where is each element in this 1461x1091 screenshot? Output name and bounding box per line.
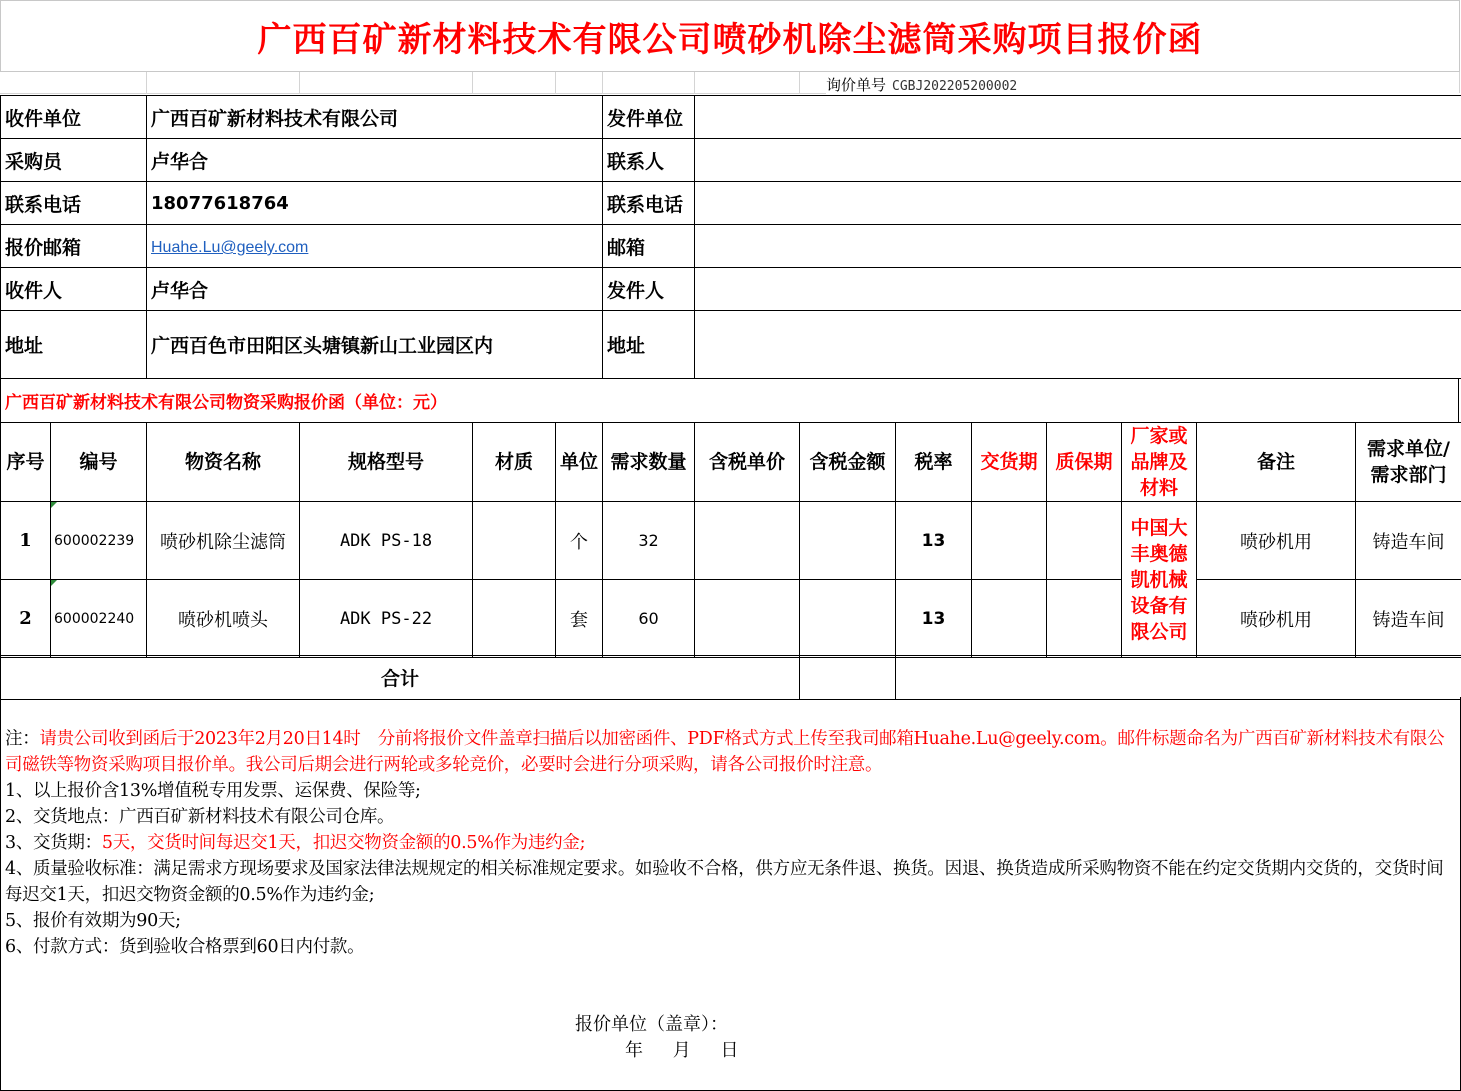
note-item: 1、以上报价含13%增值税专用发票、运保费、保险等; <box>5 781 421 801</box>
cell-spec[interactable]: ADK PS-18 <box>300 502 473 580</box>
total-row <box>1 656 1461 700</box>
email-link[interactable]: Huahe.Lu@geely.com <box>151 239 309 256</box>
info-value[interactable]: 广西百矿新材料技术有限公司 <box>147 96 603 139</box>
table-row <box>1 502 1461 580</box>
info-label: 采购员 <box>1 139 147 182</box>
phone-value[interactable]: 18077618764 <box>147 182 603 225</box>
info-label: 联系人 <box>603 139 695 182</box>
cell-no: 1 <box>1 502 51 580</box>
cell-qty[interactable]: 32 <box>603 502 695 580</box>
signature-label: 报价单位（盖章）： <box>575 1014 728 1035</box>
grid-line <box>799 72 800 93</box>
info-row <box>1 311 1461 379</box>
signature-date: 年 月 日 <box>625 1040 739 1061</box>
info-label: 联系电话 <box>603 182 695 225</box>
contact-info-table <box>0 95 1461 379</box>
cell-qty[interactable]: 60 <box>603 580 695 658</box>
grid-line <box>1459 72 1460 93</box>
note-item: 6、付款方式：货到验收合格票到60日内付款。 <box>5 937 365 957</box>
column-header: 含税金额 <box>800 423 896 502</box>
grid-line <box>555 72 556 93</box>
grid-line <box>299 72 300 93</box>
cell-maker[interactable]: 中国大丰奥德凯机械设备有限公司 <box>1122 502 1197 658</box>
column-header: 质保期 <box>1047 423 1122 502</box>
total-label: 合计 <box>1 656 800 700</box>
info-label: 报价邮箱 <box>1 225 147 268</box>
column-header: 需求数量 <box>603 423 695 502</box>
total-blank <box>896 656 1461 700</box>
cell-tax[interactable]: 13 <box>896 502 972 580</box>
cell-code[interactable]: 600002240 <box>51 580 147 658</box>
email-cell[interactable] <box>147 225 603 268</box>
page-title: 广西百矿新材料技术有限公司喷砂机除尘滤筒采购项目报价函 <box>0 0 1460 72</box>
cell-name[interactable]: 喷砂机喷头 <box>147 580 300 658</box>
cell-warranty[interactable] <box>1047 580 1122 658</box>
column-header: 编号 <box>51 423 147 502</box>
column-header: 税率 <box>896 423 972 502</box>
cell-material[interactable] <box>473 580 556 658</box>
total-table <box>0 655 1461 700</box>
info-label: 收件单位 <box>1 96 147 139</box>
address-value[interactable]: 广西百色市田阳区头塘镇新山工业园区内 <box>147 311 603 379</box>
note-item: 2、交货地点：广西百矿新材料技术有限公司仓库。 <box>5 807 395 827</box>
info-input[interactable] <box>695 268 1461 311</box>
info-label: 收件人 <box>1 268 147 311</box>
inquiry-number <box>826 74 1017 94</box>
note-item-prefix: 3、交货期： <box>5 833 102 853</box>
cell-delivery[interactable] <box>972 502 1047 580</box>
info-input[interactable] <box>695 225 1461 268</box>
column-header: 备注 <box>1197 423 1356 502</box>
note-deadline: 请贵公司收到函后于2023年2月20日14时 分前将报价文件盖章扫描后以加密函件、PDF格式方式上传至我司邮箱Huahe.Lu@geely.com。邮件标题命名为广西百矿新材料技术有限公司磁铁等物资采购项目报价单。我公司后期会进行两轮或多轮竞价，必要时会进行分项采购，请各公司报价时注意。 <box>5 729 1445 775</box>
notes <box>5 726 1455 960</box>
cell-dept[interactable]: 铸造车间 <box>1356 502 1461 580</box>
cell-unit-price[interactable] <box>695 580 800 658</box>
cell-warranty[interactable] <box>1047 502 1122 580</box>
total-amount[interactable] <box>800 656 896 700</box>
note-item <box>5 830 1455 856</box>
info-label: 联系电话 <box>1 182 147 225</box>
cell-dept[interactable]: 铸造车间 <box>1356 580 1461 658</box>
info-row <box>1 268 1461 311</box>
info-input[interactable] <box>695 139 1461 182</box>
cell-material[interactable] <box>473 502 556 580</box>
cell-spec[interactable]: ADK PS-22 <box>300 580 473 658</box>
column-header: 规格型号 <box>300 423 473 502</box>
note-item: 4、质量验收标准：满足需求方现场要求及国家法律法规规定的相关标准规定要求。如验收不合格，供方应无条件退、换货。因退、换货造成所采购物资不能在约定交货期内交货的，交货时间每迟交1天，扣迟交物资金额的0.5%作为违约金; <box>5 859 1444 905</box>
table-row <box>1 580 1461 658</box>
column-header: 物资名称 <box>147 423 300 502</box>
info-value[interactable]: 卢华合 <box>147 268 603 311</box>
note-prefix: 注： <box>5 729 40 749</box>
cell-no: 2 <box>1 580 51 658</box>
note-item: 5、报价有效期为90天; <box>5 911 181 931</box>
info-label: 地址 <box>603 311 695 379</box>
signature-block <box>575 1012 738 1064</box>
cell-unit-price[interactable] <box>695 502 800 580</box>
grid-line <box>472 72 473 93</box>
grid-line <box>602 72 603 93</box>
column-header: 含税单价 <box>695 423 800 502</box>
inquiry-label: 询价单号 <box>826 76 887 94</box>
cell-name[interactable]: 喷砂机除尘滤筒 <box>147 502 300 580</box>
info-value[interactable]: 卢华合 <box>147 139 603 182</box>
column-header: 单位 <box>556 423 603 502</box>
info-input[interactable] <box>695 182 1461 225</box>
cell-amount[interactable] <box>800 580 896 658</box>
column-header: 序号 <box>1 423 51 502</box>
grid-line <box>694 72 695 93</box>
column-header: 材质 <box>473 423 556 502</box>
info-row <box>1 225 1461 268</box>
cell-amount[interactable] <box>800 502 896 580</box>
grid-line <box>0 93 826 94</box>
cell-remark[interactable]: 喷砂机用 <box>1197 580 1356 658</box>
cell-remark[interactable]: 喷砂机用 <box>1197 502 1356 580</box>
cell-code[interactable]: 600002239 <box>51 502 147 580</box>
info-input[interactable] <box>695 96 1461 139</box>
info-input[interactable] <box>695 311 1461 379</box>
info-row <box>1 96 1461 139</box>
cell-unit[interactable]: 套 <box>556 580 603 658</box>
items-table <box>0 422 1461 658</box>
info-label: 地址 <box>1 311 147 379</box>
inquiry-value: CGBJ202205200002 <box>892 79 1018 94</box>
table-header-row <box>1 423 1461 502</box>
note-intro <box>5 726 1455 778</box>
info-row <box>1 139 1461 182</box>
cell-tax[interactable]: 13 <box>896 580 972 658</box>
section-title: 广西百矿新材料技术有限公司物资采购报价函（单位：元） <box>0 378 1459 422</box>
note-item-red: 5天，交货时间每迟交1天，扣迟交物资金额的0.5%作为违约金; <box>101 833 586 853</box>
column-header: 厂家或品牌及材料 <box>1122 423 1197 502</box>
grid-line <box>146 72 147 93</box>
info-label: 发件人 <box>603 268 695 311</box>
cell-delivery[interactable] <box>972 580 1047 658</box>
column-header: 交货期 <box>972 423 1047 502</box>
cell-unit[interactable]: 个 <box>556 502 603 580</box>
column-header: 需求单位/需求部门 <box>1356 423 1461 502</box>
info-label: 发件单位 <box>603 96 695 139</box>
info-label: 邮箱 <box>603 225 695 268</box>
info-row <box>1 182 1461 225</box>
